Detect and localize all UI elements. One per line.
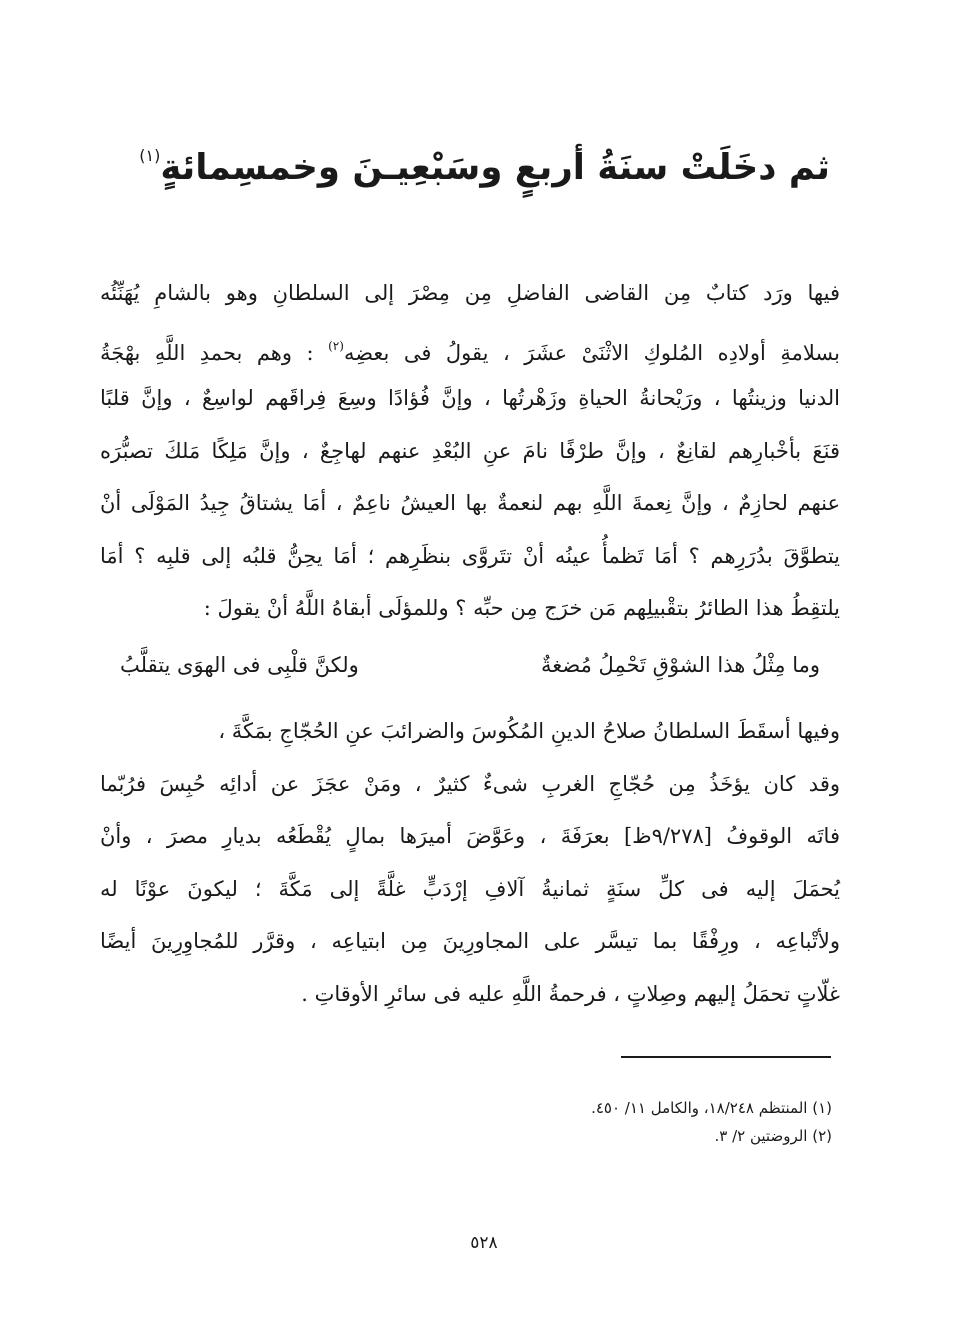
text-line: وقد كان يؤخَذُ مِن حُجّاجِ الغربِ شىءٌ كثيرٌ ، ومَنْ عجَزَ عن أدائِه حُبِسَ فرُبّما bbox=[100, 771, 840, 796]
poetry-verse bbox=[120, 638, 820, 692]
footnote-2: (٢) الروضتين ٢/ ٣. bbox=[714, 1127, 832, 1145]
text-line-part: : وهم بحمدِ اللَّهِ بهْجَةُ bbox=[100, 340, 329, 365]
footnote-ref: (٢) bbox=[328, 338, 344, 353]
text-line: عنهم لحازِمٌ ، وإنَّ نِعمةَ اللَّهِ بهم لنعمةٌ بها العيشُ ناعِمٌ ، أمَا يشتاقُ جِيدُ المَوْلَى أنْ bbox=[100, 491, 840, 515]
footnotes bbox=[400, 1094, 832, 1150]
text-line: وفيها أسقَطَ السلطانُ صلاحُ الدينِ المُكُوسَ والضرائبَ عنِ الحُجّاجِ بمَكَّةَ ، bbox=[218, 719, 840, 743]
footnote-1: (١) المنتظم ١٨/٢٤٨، والكامل ١١/ ٤٥٠. bbox=[591, 1099, 832, 1117]
verse-second-hemistich: ولكنَّ قلْبِى فى الهوَى يتقلَّبُ bbox=[120, 653, 359, 677]
chapter-heading bbox=[140, 128, 830, 196]
page-number: ٥٢٨ bbox=[470, 1233, 498, 1253]
text-line: يُحمَلَ إليه فى كلِّ سنَةٍ ثمانيةُ آلافِ إرْدَبٍّ غلَّةً إلى مَكَّةَ ؛ ليكونَ عوْنًا له bbox=[100, 876, 840, 901]
text-line: يلتقِطُ هذا الطائرُ بتقْبيلِهم مَن خرَج مِن حبِّه ؟ وللمؤلَى أبقاهُ اللَّهُ أنْ يقولَ : bbox=[203, 596, 840, 620]
text-line bbox=[100, 320, 840, 373]
verse-first-hemistich: وما مِثْلُ هذا الشوْقِ تَحْمِلُ مُضغةٌ bbox=[541, 653, 820, 677]
text-line: غلّاتٍ تحمَلُ إليهم وصِلاتٍ ، فرحمةُ اللَّهِ عليه فى سائرِ الأوقاتِ . bbox=[301, 981, 840, 1006]
text-line: فاتَه الوقوفُ [٩/٢٧٨ظ] بعرَفَةَ ، وعَوَّضَ أميرَها بمالٍ يُقْطَعُه بديارِ مصرَ ، وأنْ bbox=[100, 824, 840, 848]
text-line: يتطوَّقَ بدُرَرِهم ؟ أمَا تَظمأُ عينُه أنْ تتَروَّى بنظَرِهم ؛ أمَا يحِنُّ قلبُه إلى قلبِه ؟ أمَا bbox=[100, 543, 840, 568]
footnote-divider bbox=[621, 1056, 831, 1058]
text-line: ولأتْباعِه ، ورِفْقًا بما تيسَّر على المجاورِينَ مِن ابتياعِه ، وقرَّر للمُجاوِرِينَ أيضًا bbox=[100, 929, 840, 953]
paragraph-1 bbox=[100, 267, 840, 635]
text-line-part: بسلامةِ أولادِه المُلوكِ الاثْنَىْ عشَرَ ، يقولُ فى بعضِه bbox=[343, 340, 840, 365]
text-line: فيها ورَد كتابٌ مِن القاضى الفاضلِ مِن مِصْرَ إلى السلطانِ وهو بالشامِ يُهَنِّئُه bbox=[100, 281, 840, 305]
text-line: الدنيا وزينتُها ، ورَيْحانةُ الحياةِ وزَهْرتُها ، وإنَّ فُؤادًا وسِعَ فِراقَهم لواسِعٌ ، وإنَّ قلبًا bbox=[100, 386, 840, 410]
paragraph-2 bbox=[100, 705, 840, 1020]
heading-footnote-ref: (١) bbox=[139, 146, 161, 165]
heading-title: ثم دخَلَتْ سنَةُ أربعٍ وسَبْعِيـنَ وخمسِمائةٍ bbox=[160, 147, 830, 188]
text-line: قنَعَ بأخْبارِهم لقانِعٌ ، وإنَّ طرْفًا نامَ عنِ البُعْدِ عنهم لهاجِعٌ ، وإنَّ مَلِكًا مَلكَ تصبُّرَه bbox=[100, 438, 840, 463]
